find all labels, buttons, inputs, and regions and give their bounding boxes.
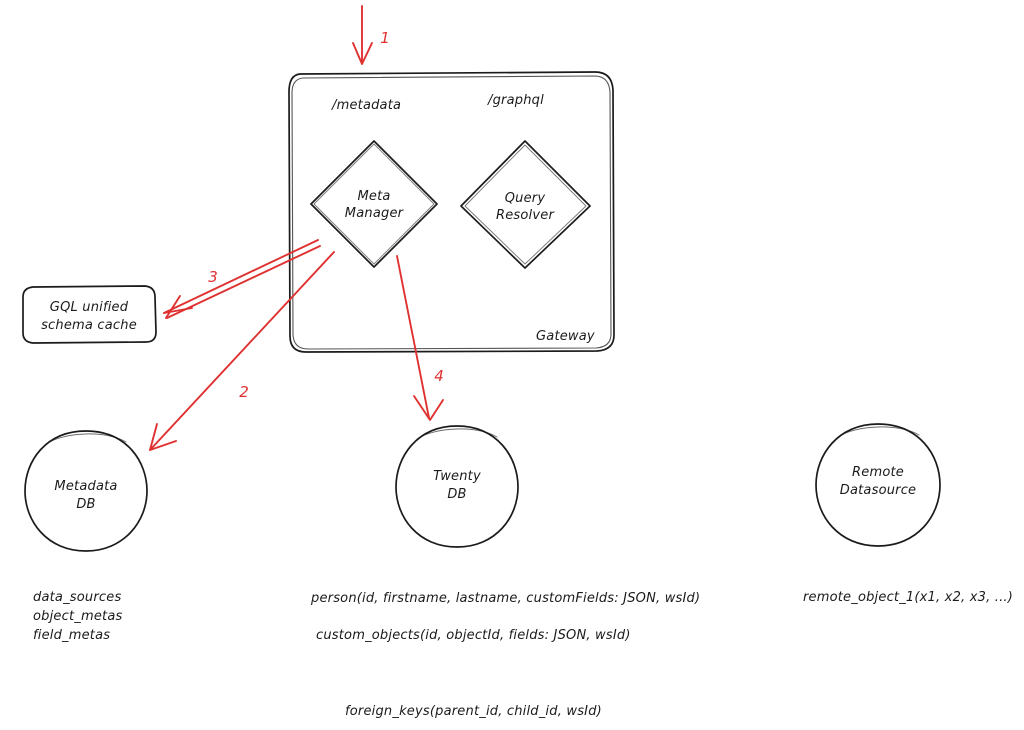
twenty-db-table-person: person(id, firstname, lastname, customFields: JSON, wsId) — [311, 591, 701, 606]
metadata-db-circle-arc — [46, 434, 126, 444]
query-resolver-label-line2: Resolver — [495, 208, 555, 224]
arrow-1-head — [353, 43, 372, 64]
twenty-db-circle-arc — [417, 429, 497, 439]
gql-schema-cache-label-line1: GQL unified — [49, 300, 129, 316]
metadata-endpoint-label[interactable]: /metadata — [332, 98, 402, 113]
twenty-db-table-foreign-keys: foreign_keys(parent_id, child_id, wsId) — [345, 704, 602, 719]
meta-manager-label-line2: Manager — [344, 206, 404, 222]
gateway-box-outline2 — [292, 76, 611, 349]
meta-manager-label-line1: Meta — [357, 189, 391, 205]
remote-datasource-label-line1: Remote — [852, 465, 904, 481]
arrow-2-shaft — [150, 252, 334, 450]
metadata-db-label-line1: Metadata — [54, 479, 118, 495]
arrow-3-shaft-b — [167, 246, 320, 318]
metadata-db-table-object-metas: object_metas — [33, 609, 123, 624]
arrow-3-head — [164, 296, 192, 318]
remote-datasource-circle-arc — [838, 427, 919, 437]
remote-datasource-table-remote-object-1: remote_object_1(x1, x2, x3, ...) — [803, 590, 1014, 605]
graphql-endpoint-label[interactable]: /graphql — [488, 93, 544, 108]
twenty-db-label-line2: DB — [447, 487, 467, 503]
metadata-db-table-data-sources: data_sources — [33, 590, 122, 605]
arrow-4-number: 4 — [434, 367, 444, 385]
arrow-4-head — [414, 396, 443, 420]
gateway-label: Gateway — [536, 329, 595, 344]
arrow-3-number: 3 — [208, 268, 218, 286]
metadata-db-table-field-metas: field_metas — [33, 628, 111, 643]
remote-datasource-label-line2: Datasource — [839, 483, 917, 499]
arrow-2-head — [150, 424, 176, 450]
twenty-db-label-line1: Twenty — [433, 469, 481, 485]
arrow-4-shaft — [397, 256, 429, 418]
query-resolver-label-line1: Query — [504, 191, 546, 207]
arrow-2-number: 2 — [239, 383, 249, 401]
arrow-1-number: 1 — [380, 29, 390, 47]
arrow-3-shaft — [164, 240, 318, 313]
gql-schema-cache-label-line2: schema cache — [41, 318, 137, 334]
metadata-db-label-line2: DB — [76, 497, 96, 513]
twenty-db-table-custom-objects: custom_objects(id, objectId, fields: JSON, wsId) — [316, 628, 631, 643]
